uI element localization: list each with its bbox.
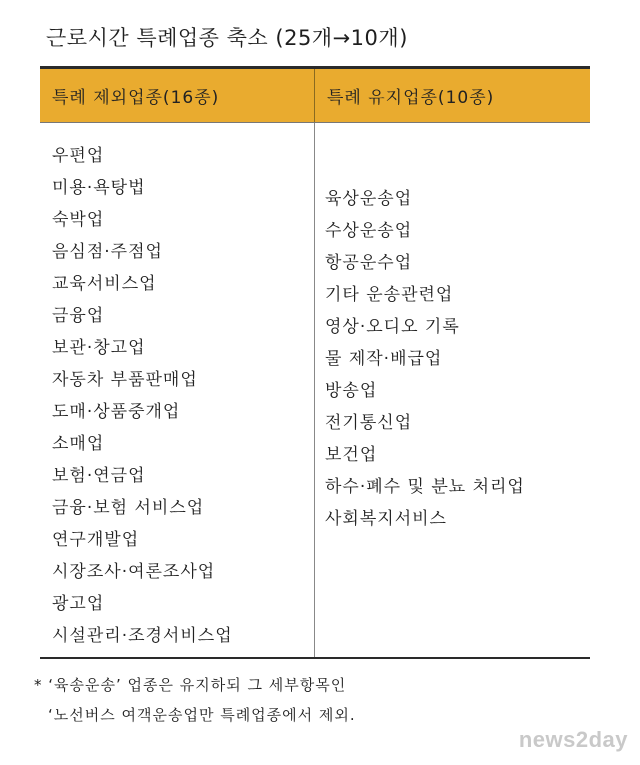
retained-item: 물 제작·배급업	[325, 349, 443, 369]
excluded-item: 우편업	[52, 146, 105, 166]
excluded-item: 보관·창고업	[52, 338, 146, 358]
news2day-logo: news2day	[518, 727, 628, 752]
excluded-item: 숙박업	[52, 210, 105, 230]
excluded-item: 보험·연금업	[52, 466, 146, 486]
retained-item: 기타 운송관련업	[325, 285, 454, 305]
header-excluded: 특례 제외업종(16종)	[40, 69, 315, 122]
excluded-item: 시장조사·여론조사업	[52, 562, 216, 582]
excluded-item: 연구개발업	[52, 530, 140, 550]
excluded-item: 교육서비스업	[52, 274, 157, 294]
excluded-item: 광고업	[52, 594, 105, 614]
excluded-item: 자동차 부품판매업	[52, 370, 198, 390]
excluded-item: 소매업	[52, 434, 105, 454]
table-header	[40, 69, 590, 123]
excluded-item: 금융·보험 서비스업	[52, 498, 205, 518]
table-body	[40, 123, 590, 657]
excluded-item: 미용·욕탕법	[52, 178, 146, 198]
retained-item: 전기통신업	[325, 413, 413, 433]
retained-item: 보건업	[325, 445, 378, 465]
excluded-column	[40, 123, 315, 657]
retained-item: 영상·오디오 기록	[325, 317, 460, 337]
excluded-item: 도매·상품중개업	[52, 402, 181, 422]
excluded-item: 음심점·주점업	[52, 242, 163, 262]
industry-table	[40, 66, 590, 659]
footnote-line-2: ‘노선버스 여객운송업만 특례업종에서 제외.	[48, 706, 356, 724]
retained-item: 수상운송업	[325, 221, 413, 241]
excluded-item: 시설관리·조경서비스업	[52, 626, 233, 646]
footnote-line-1: * ‘육송운송’ 업종은 유지하되 그 세부항목인	[34, 676, 347, 694]
retained-item: 육상운송업	[325, 189, 413, 209]
footnote	[34, 670, 356, 730]
excluded-item: 금융업	[52, 306, 105, 326]
page-title: 근로시간 특례업종 축소 (25개→10개)	[46, 26, 408, 50]
retained-item: 방송업	[325, 381, 378, 401]
retained-item: 하수·폐수 및 분뇨 처리업	[325, 477, 525, 497]
retained-item: 항공운수업	[325, 253, 413, 273]
header-retained: 특례 유지업종(10종)	[327, 88, 495, 108]
retained-column	[315, 123, 590, 657]
retained-item: 사회복지서비스	[325, 509, 447, 529]
